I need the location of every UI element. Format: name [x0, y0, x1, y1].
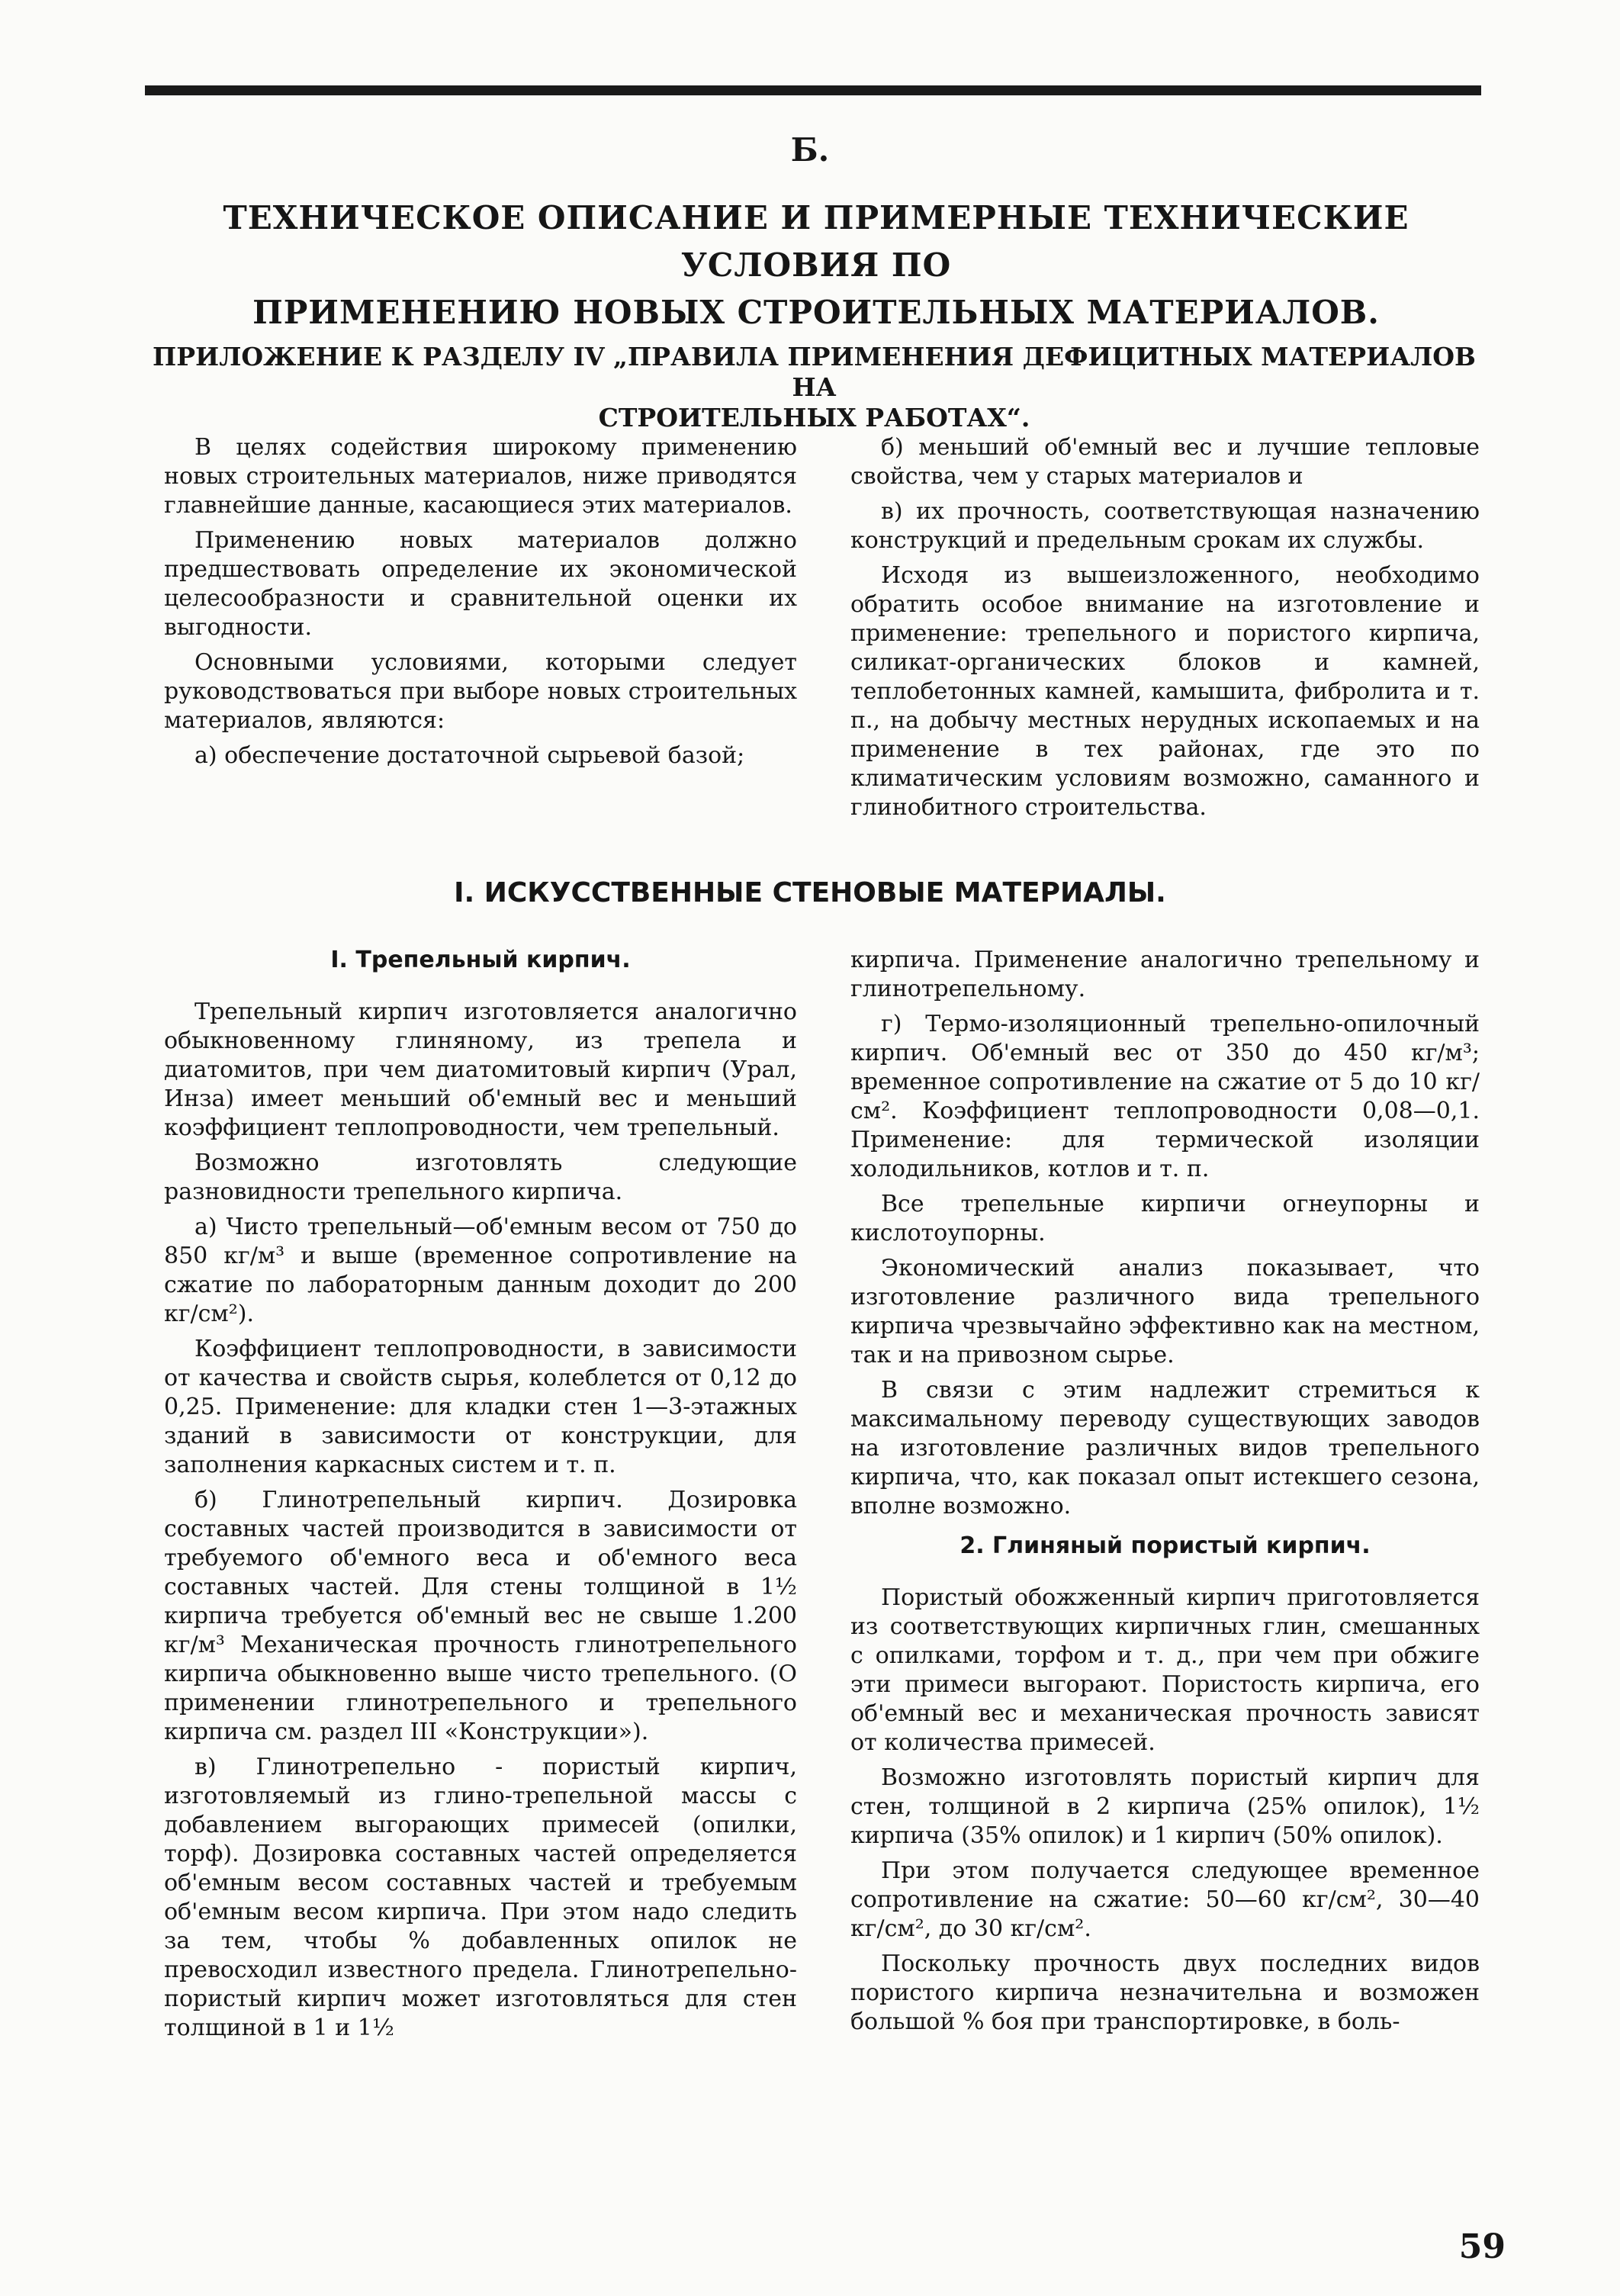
paragraph: Возможно изготовлять следующие разновидности трепельного кирпича. [164, 1150, 797, 1205]
paragraph: Исходя из вышеизложенного, необходимо обратить особое внимание на изготовление и применение: трепельного и пористого кирпича, силикат-органических блоков и камней, теплобетонных камней, камышита, фибролита и т. п., на добычу местных нерудных ископаемых и на применение в тех районах, где это по климатическим условиям возможно, саманного и глинобитного строительства. [850, 562, 1480, 821]
paragraph: Применению новых материалов должно предшествовать определение их экономической целесообразности и сравнительной оценки их выгодности. [164, 527, 797, 641]
appendix-heading [149, 342, 1480, 433]
appendix-line-1: ПРИЛОЖЕНИЕ К РАЗДЕЛУ IV „ПРАВИЛА ПРИМЕНЕНИЯ ДЕФИЦИТНЫХ МАТЕРИАЛОВ НА [153, 342, 1476, 402]
paragraph: Поскольку прочность двух последних видов пористого кирпича незначительна и возможен большой % боя при транспортировке, в боль- [850, 1950, 1480, 2035]
paragraph: Экономический анализ показывает, что изготовление различного вида трепельного кирпича чрезвычайно эффективно как на местном, так и на привозном сырье. [850, 1255, 1480, 1368]
paragraph: г) Термо-изоляционный трепельно-опилочный кирпич. Об'емный вес от 350 до 450 кг/м³; временное сопротивление на сжатие от 5 до 10 кг/см². Коэффициент теплопроводности 0,08—0,1. Применение: для термической изоляции холодильников, котлов и т. п. [850, 1011, 1480, 1182]
paragraph: Возможно изготовлять пористый кирпич для стен, толщиной в 2 кирпича (25% опилок), 1½ кирпича (35% опилок) и 1 кирпич (50% опилок). [850, 1764, 1480, 1849]
paragraph: кирпича. Применение аналогично трепельному и глинотрепельному. [850, 947, 1480, 1002]
paragraph: При этом получается следующее временное сопротивление на сжатие: 50—60 кг/см², 30—40 кг/см², до 30 кг/см². [850, 1857, 1480, 1942]
paragraph: в) их прочность, соответствующая назначению конструкций и предельным срокам их службы. [850, 498, 1480, 554]
paragraph: Основными условиями, которыми следует руководствоваться при выборе новых строительных материалов, являются: [164, 649, 797, 734]
paragraph: Пористый обожженный кирпич приготовляется из соответствующих кирпичных глин, смешанных с опилками, торфом и т. д., при чем при обжиге эти примеси выгорают. Пористость кирпича, его об'емный вес и механическая прочность зависят от количества примесей. [850, 1584, 1480, 1756]
appendix-line-2: СТРОИТЕЛЬНЫХ РАБОТАХ“. [598, 403, 1030, 433]
paragraph: б) Глинотрепельный кирпич. Дозировка составных частей производится в зависимости от требуемого об'емного веса и об'емного веса составных частей. Для стены толщиной в 1½ кирпича требуется об'емный вес не свыше 1.200 кг/м³ Механическая прочность глинотрепельного кирпича обыкновенно выше чисто трепельного. (О применении глинотрепельного и трепельного кирпича см. раздел III «Конструкции»). [164, 1487, 797, 1745]
paragraph: В целях содействия широкому применению новых строительных материалов, ниже приводятся главнейшие данные, касающиеся этих материалов. [164, 434, 797, 519]
main-title [153, 195, 1480, 336]
paragraph: Трепельный кирпич изготовляется аналогично обыкновенному глиняному, из трепела и диатомитов, при чем диатомитовый кирпич (Урал, Инза) имеет меньший об'емный вес и меньший коэффициент теплопроводности, чем трепельный. [164, 998, 797, 1141]
subsection-title: 2. Глиняный пористый кирпич. [959, 1532, 1371, 1559]
intro-left-column [164, 433, 797, 777]
main-title-line-1: ТЕХНИЧЕСКОЕ ОПИСАНИЕ И ПРИМЕРНЫЕ ТЕХНИЧЕСКИЕ УСЛОВИЯ ПО [223, 199, 1409, 284]
paragraph: Коэффициент теплопроводности, в зависимости от качества и свойств сырья, колеблется от 0,12 до 0,25. Применение: для кладки стен 1—3-этажных зданий в зависимости от конструкции, для заполнения каркасных систем и т. п. [164, 1336, 797, 1478]
intro-right-column [850, 433, 1480, 828]
paragraph: Все трепельные кирпичи огнеупорны и кислотоупорны. [850, 1191, 1480, 1246]
top-rule [145, 85, 1481, 95]
main-title-line-2: ПРИМЕНЕНИЮ НОВЫХ СТРОИТЕЛЬНЫХ МАТЕРИАЛОВ. [252, 294, 1380, 331]
paragraph: а) обеспечение достаточной сырьевой базой; [194, 742, 745, 769]
paragraph: в) Глинотрепельно - пористый кирпич, изготовляемый из глино-трепельной массы с добавлением выгорающих примесей (опилки, торф). Дозировка составных частей определяется об'емным весом составных частей и требуемым об'емным весом кирпича. При этом надо следить за тем, чтобы % добавленных опилок не превосходил известного предела. Глинотрепельно-пористый кирпич может изготовляться для стен толщиной в 1 и 1½ [164, 1754, 797, 2041]
paragraph: В связи с этим надлежит стремиться к максимальному переводу существующих заводов на изготовление различных видов трепельного кирпича, что, как показал опыт истекшего сезона, вполне возможно. [850, 1377, 1480, 1519]
paragraph: б) меньший об'емный вес и лучшие тепловые свойства, чем у старых материалов и [850, 434, 1480, 490]
body-left-column [164, 946, 797, 2049]
page-number: 59 [1458, 2227, 1506, 2266]
body-right-column [850, 946, 1480, 2043]
section-title: I. ИСКУССТВЕННЫЕ СТЕНОВЫЕ МАТЕРИАЛЫ. [454, 877, 1166, 908]
subsection-title: I. Трепельный кирпич. [330, 947, 631, 973]
section-letter: Б. [790, 131, 830, 169]
paragraph: а) Чисто трепельный—об'емным весом от 750 до 850 кг/м³ и выше (временное сопротивление на сжатие по лабораторным данным доходит до 200 кг/см²). [164, 1214, 797, 1327]
